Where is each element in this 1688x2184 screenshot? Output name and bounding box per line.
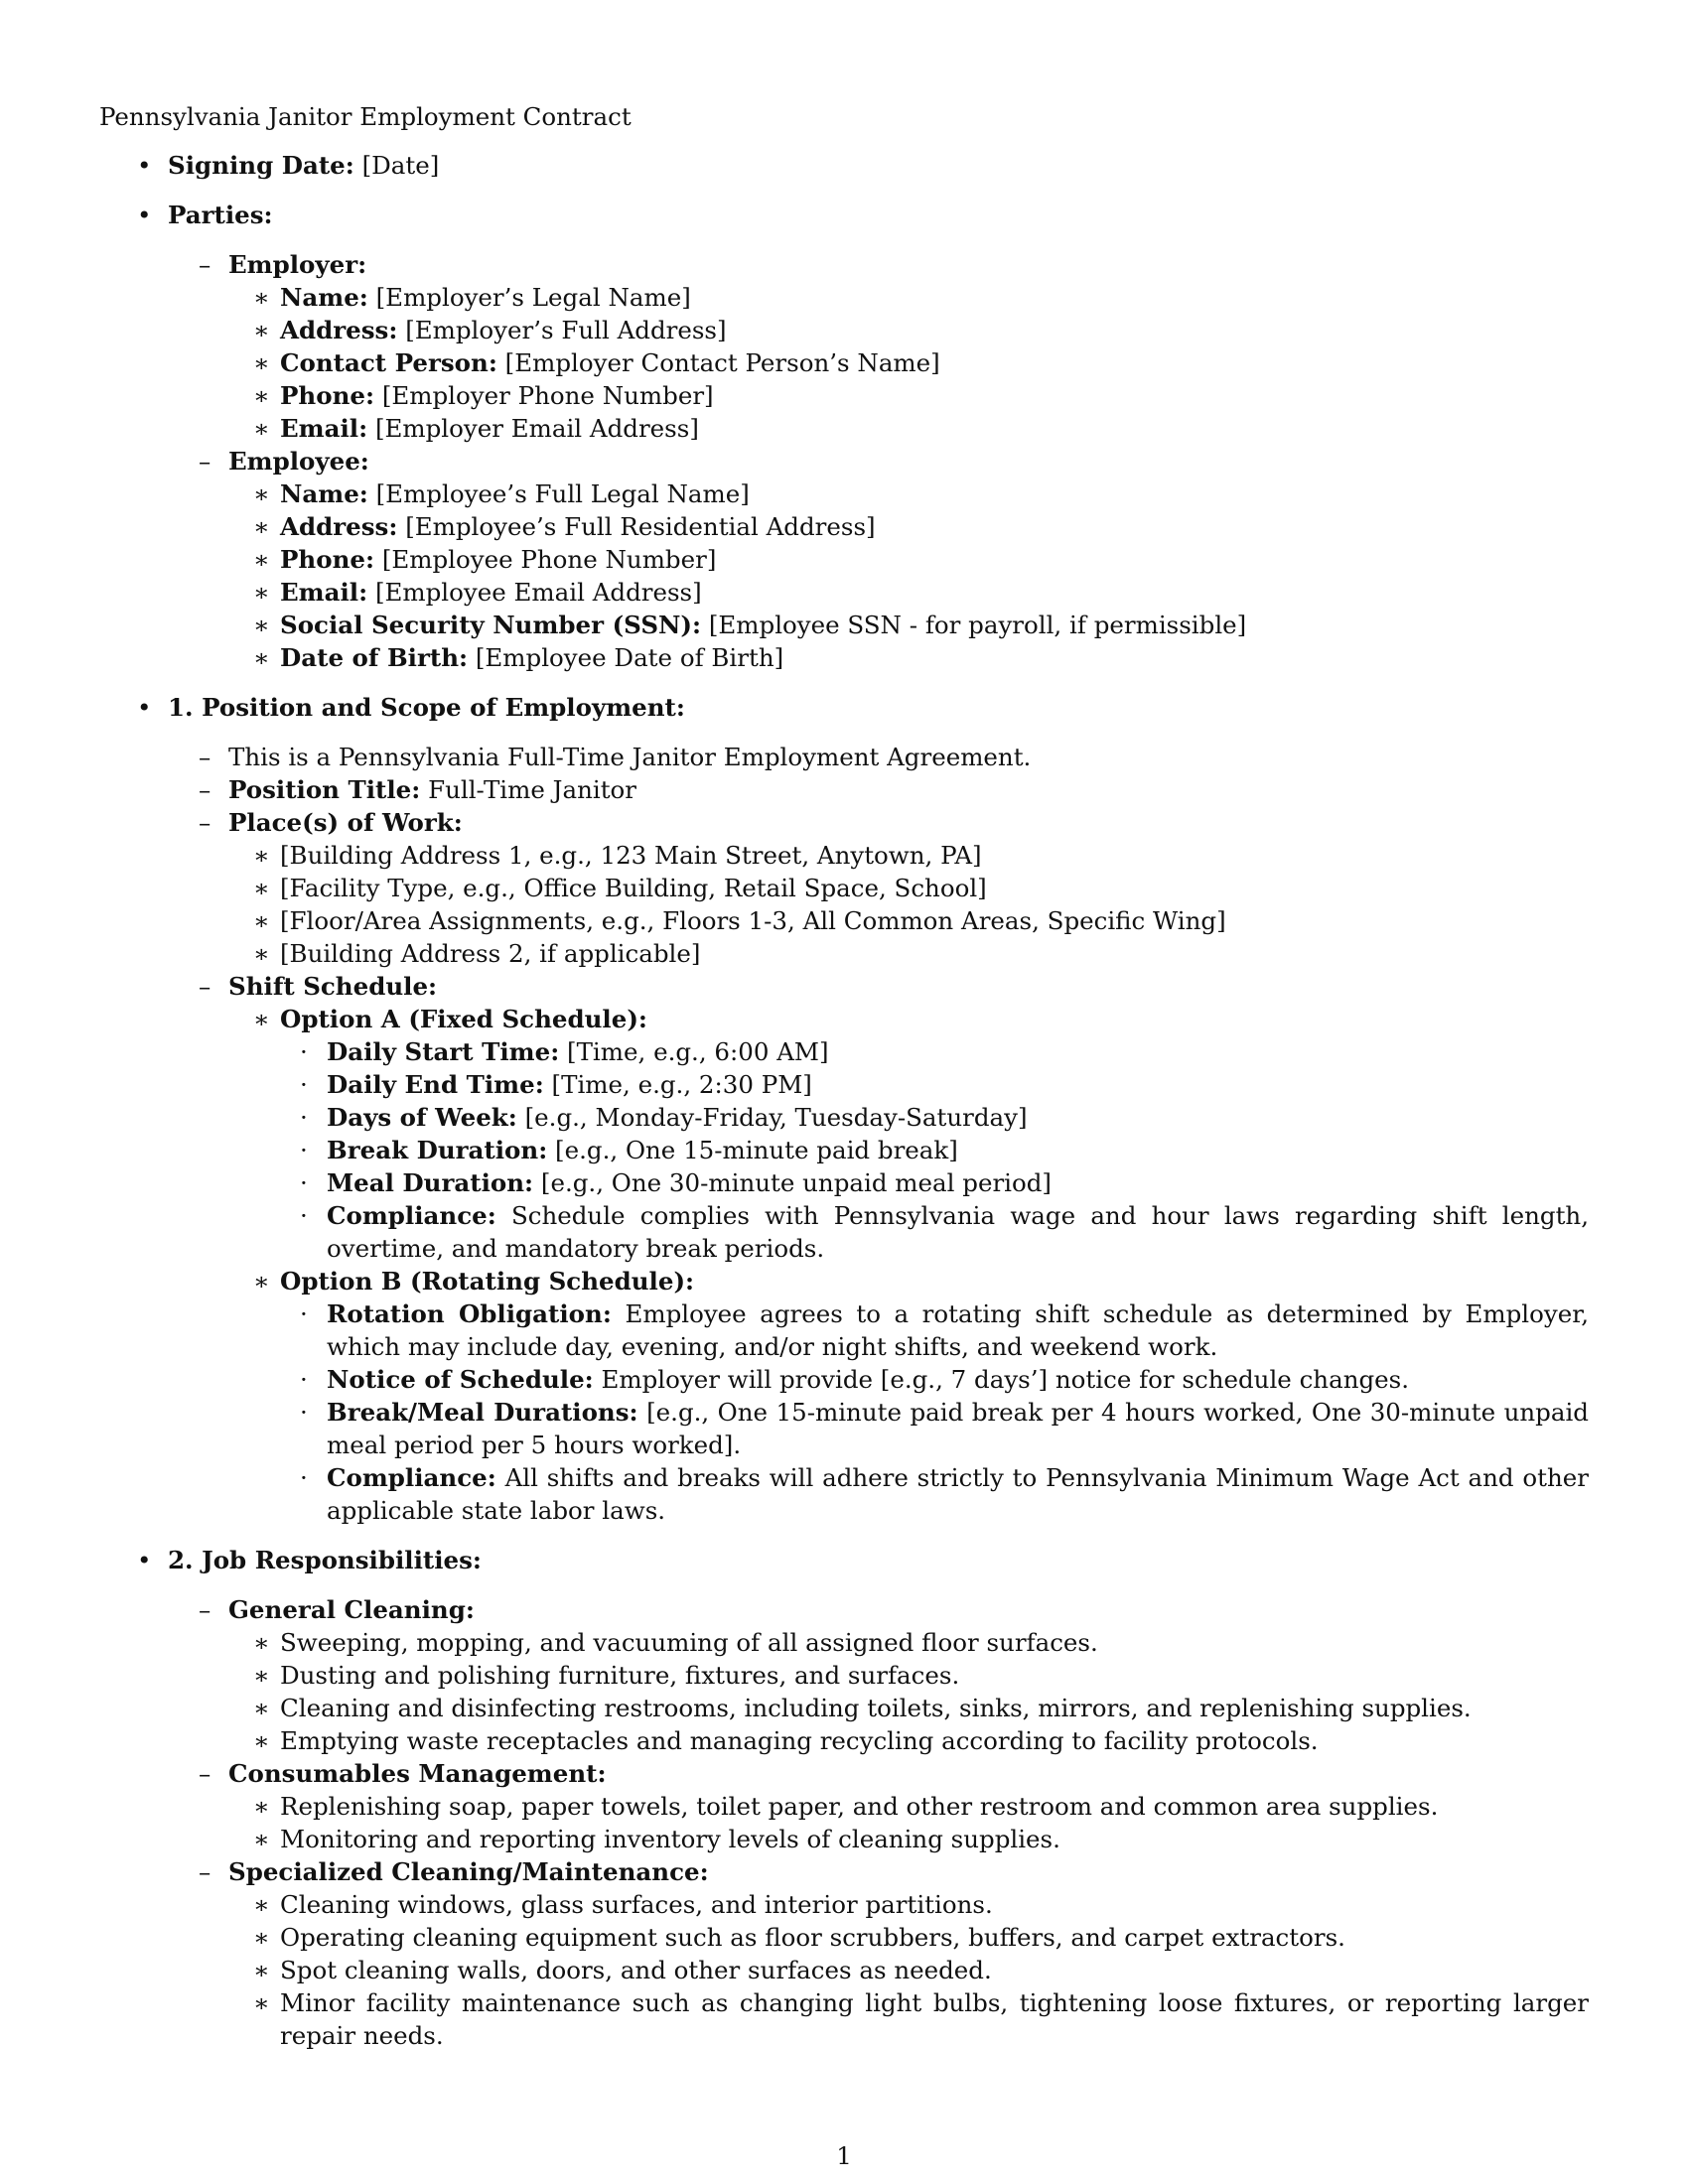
field-value: [Employer Email Address]	[374, 414, 699, 443]
section-2-item	[99, 1544, 1589, 2052]
duty-text: Monitoring and reporting inventory levels of cleaning supplies.	[280, 1825, 1060, 1853]
entry-label: Break Duration:	[327, 1136, 548, 1164]
employer-field	[228, 379, 1589, 412]
duty-text: Cleaning and disinfecting restrooms, including toilets, sinks, mirrors, and replenishing supplies.	[280, 1694, 1472, 1722]
employee-field	[228, 510, 1589, 543]
employer-label: Employer:	[228, 250, 367, 279]
option-b-entry	[280, 1396, 1589, 1461]
employee-field	[228, 543, 1589, 576]
duty-item	[228, 1954, 1589, 1986]
places-of-work-item	[168, 806, 1589, 970]
specialized-list	[228, 1888, 1589, 2052]
field-label: Name:	[280, 479, 368, 508]
entry-value: [e.g., One 30-minute unpaid meal period]	[540, 1168, 1052, 1197]
employer-field	[228, 346, 1589, 379]
option-a-entry	[280, 1134, 1589, 1166]
employer-fields	[228, 281, 1589, 445]
field-label: Address:	[280, 512, 398, 541]
entry-label: Meal Duration:	[327, 1168, 534, 1197]
entry-label: Daily Start Time:	[327, 1037, 560, 1066]
option-a-entry	[280, 1035, 1589, 1068]
employer-field	[228, 314, 1589, 346]
option-a-entry	[280, 1101, 1589, 1134]
field-value: [Employer’s Full Address]	[405, 316, 727, 344]
field-label: Social Security Number (SSN):	[280, 611, 702, 639]
field-label: Email:	[280, 414, 368, 443]
position-title-item	[168, 773, 1589, 806]
parties-label: Parties:	[168, 201, 273, 229]
entry-label: Days of Week:	[327, 1103, 517, 1132]
field-label: Email:	[280, 578, 368, 607]
entry-value: Schedule complies with Pennsylvania wage and hour laws regarding shift length, overtime, and mandatory break periods.	[327, 1201, 1589, 1263]
entry-value: [e.g., One 15-minute paid break]	[555, 1136, 958, 1164]
employee-label: Employee:	[228, 447, 369, 476]
entry-label: Compliance:	[327, 1201, 496, 1230]
option-a-list	[280, 1035, 1589, 1265]
duty-text: Emptying waste receptacles and managing recycling according to facility protocols.	[280, 1726, 1319, 1755]
duty-text: Operating cleaning equipment such as floor scrubbers, buffers, and carpet extractors.	[280, 1923, 1345, 1952]
entry-value: All shifts and breaks will adhere strictly to Pennsylvania Minimum Wage Act and other applicable state labor laws.	[327, 1463, 1589, 1525]
entry-label: Rotation Obligation:	[327, 1299, 612, 1328]
duty-item	[228, 1790, 1589, 1823]
field-value: [Employee Email Address]	[374, 578, 702, 607]
field-label: Contact Person:	[280, 348, 497, 377]
duty-text: Dusting and polishing furniture, fixtures, and surfaces.	[280, 1661, 960, 1690]
entry-value: [Time, e.g., 2:30 PM]	[551, 1070, 812, 1099]
duty-item	[228, 1823, 1589, 1855]
entry-value: Employer will provide [e.g., 7 days’] notice for schedule changes.	[601, 1365, 1410, 1394]
duty-text: Replenishing soap, paper towels, toilet paper, and other restroom and common area supplies.	[280, 1792, 1439, 1821]
section-1-intro	[168, 741, 1589, 773]
employee-item	[168, 445, 1589, 674]
field-value: [Employer’s Legal Name]	[375, 283, 691, 312]
duty-text: Spot cleaning walls, doors, and other surfaces as needed.	[280, 1956, 992, 1984]
duty-item	[228, 1692, 1589, 1724]
general-cleaning-list	[228, 1626, 1589, 1757]
option-a-entry	[280, 1068, 1589, 1101]
place-text: [Building Address 1, e.g., 123 Main Street, Anytown, PA]	[280, 841, 982, 870]
option-a-entry	[280, 1166, 1589, 1199]
option-b-list	[280, 1297, 1589, 1527]
option-b-item	[228, 1265, 1589, 1527]
field-value: [Employee’s Full Legal Name]	[375, 479, 750, 508]
option-a-label: Option A (Fixed Schedule):	[280, 1005, 647, 1033]
entry-label: Compliance:	[327, 1463, 496, 1492]
duty-text: Cleaning windows, glass surfaces, and interior partitions.	[280, 1890, 993, 1919]
section-2-heading: 2. Job Responsibilities:	[168, 1546, 482, 1574]
shift-options-list	[228, 1003, 1589, 1527]
option-b-entry	[280, 1461, 1589, 1527]
duty-text: Sweeping, mopping, and vacuuming of all assigned floor surfaces.	[280, 1628, 1098, 1657]
option-b-entry	[280, 1363, 1589, 1396]
entry-value: [e.g., Monday-Friday, Tuesday-Saturday]	[524, 1103, 1028, 1132]
place-item	[228, 904, 1589, 937]
place-text: [Facility Type, e.g., Office Building, Retail Space, School]	[280, 874, 987, 902]
position-title-label: Position Title:	[228, 775, 421, 804]
duty-item	[228, 1986, 1589, 2052]
entry-value: Employee agrees to a rotating shift schedule as determined by Employer, which may include day, evening, and/or night shifts, and weekend work.	[327, 1299, 1589, 1361]
option-b-entry	[280, 1297, 1589, 1363]
option-a-entry	[280, 1199, 1589, 1265]
place-text: [Building Address 2, if applicable]	[280, 939, 701, 968]
field-label: Address:	[280, 316, 398, 344]
places-of-work-label: Place(s) of Work:	[228, 808, 463, 837]
field-value: [Employer Contact Person’s Name]	[504, 348, 940, 377]
consumables-list	[228, 1790, 1589, 1855]
duty-item	[228, 1888, 1589, 1921]
employer-item	[168, 248, 1589, 445]
duty-item	[228, 1921, 1589, 1954]
specialized-label: Specialized Cleaning/Maintenance:	[228, 1857, 709, 1886]
duty-text: Minor facility maintenance such as changing light bulbs, tightening loose fixtures, or reporting larger repair needs.	[280, 1988, 1589, 2050]
employee-field	[228, 609, 1589, 641]
signing-date-value: [Date]	[361, 151, 440, 180]
place-text: [Floor/Area Assignments, e.g., Floors 1-3, All Common Areas, Specific Wing]	[280, 906, 1226, 935]
employee-field	[228, 641, 1589, 674]
employee-fields	[228, 478, 1589, 674]
parties-list	[168, 248, 1589, 674]
signing-date-item	[99, 149, 1589, 182]
section-1-item	[99, 691, 1589, 1527]
intro-text: This is a Pennsylvania Full-Time Janitor Employment Agreement.	[228, 743, 1032, 771]
entry-label: Notice of Schedule:	[327, 1365, 594, 1394]
general-cleaning-label: General Cleaning:	[228, 1595, 475, 1624]
field-label: Phone:	[280, 545, 375, 574]
consumables-label: Consumables Management:	[228, 1759, 607, 1788]
position-title-value: Full-Time Janitor	[428, 775, 637, 804]
entry-label: Daily End Time:	[327, 1070, 544, 1099]
page-number: 1	[836, 2141, 852, 2170]
top-level-list	[99, 149, 1589, 2052]
field-label: Phone:	[280, 381, 375, 410]
field-value: [Employee SSN - for payroll, if permissible]	[708, 611, 1247, 639]
employee-field	[228, 576, 1589, 609]
employer-field	[228, 412, 1589, 445]
contract-body	[99, 149, 1589, 2069]
duty-item	[228, 1724, 1589, 1757]
duty-item	[228, 1626, 1589, 1659]
entry-value: [e.g., One 15-minute paid break per 4 hours worked, One 30-minute unpaid meal period per 5 hours worked].	[327, 1398, 1589, 1459]
employee-field	[228, 478, 1589, 510]
entry-value: [Time, e.g., 6:00 AM]	[567, 1037, 829, 1066]
shift-schedule-item	[168, 970, 1589, 1527]
section-2-list	[168, 1593, 1589, 2052]
field-value: [Employer Phone Number]	[381, 381, 714, 410]
field-value: [Employee Date of Birth]	[475, 643, 784, 672]
field-value: [Employee’s Full Residential Address]	[405, 512, 876, 541]
section-1-list	[168, 741, 1589, 1527]
consumables-item	[168, 1757, 1589, 1855]
duty-item	[228, 1659, 1589, 1692]
field-value: [Employee Phone Number]	[381, 545, 717, 574]
option-b-label: Option B (Rotating Schedule):	[280, 1267, 695, 1296]
places-list	[228, 839, 1589, 970]
option-a-item	[228, 1003, 1589, 1265]
specialized-item	[168, 1855, 1589, 2052]
general-cleaning-item	[168, 1593, 1589, 1757]
employer-field	[228, 281, 1589, 314]
place-item	[228, 872, 1589, 904]
entry-label: Break/Meal Durations:	[327, 1398, 638, 1427]
section-1-heading: 1. Position and Scope of Employment:	[168, 693, 685, 722]
shift-schedule-label: Shift Schedule:	[228, 972, 438, 1001]
place-item	[228, 937, 1589, 970]
signing-date-label: Signing Date:	[168, 151, 354, 180]
field-label: Name:	[280, 283, 368, 312]
place-item	[228, 839, 1589, 872]
document-title: Pennsylvania Janitor Employment Contract	[99, 102, 632, 131]
field-label: Date of Birth:	[280, 643, 469, 672]
parties-item	[99, 199, 1589, 674]
